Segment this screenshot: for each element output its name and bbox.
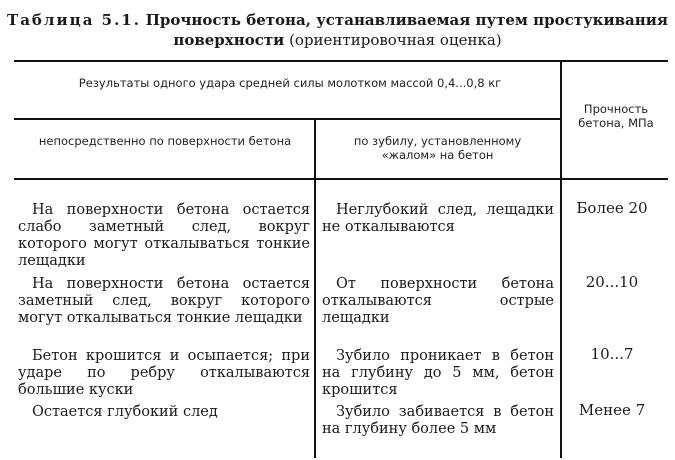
- row-2-surface: На поверхности бетона остается заметный след, вокруг которого могут откалываться тонкие лещадки: [18, 276, 310, 326]
- header-col-surface: непосредственно по поверхности бетона: [38, 134, 292, 148]
- row-2-strength: 20...10: [585, 273, 639, 291]
- row-3-strength: 10...7: [590, 345, 634, 363]
- row-2-chisel: От поверхности бетона откалываются острые лещадки: [322, 276, 554, 326]
- column-divider-2: [560, 60, 562, 458]
- top-rule: [14, 60, 668, 62]
- header-bottom-rule: [14, 178, 668, 180]
- column-divider-1: [314, 118, 316, 458]
- row-3-chisel: Зубило проникает в бетон на глубину до 5 мм, бетон крошится: [322, 348, 554, 398]
- header-group: Результаты одного удара средней силы молотком массой 0,4...0,8 кг: [78, 76, 502, 90]
- row-1-strength: Более 20: [576, 199, 648, 217]
- row-1-surface: На поверхности бетона остается слабо заметный след, вокруг которого могут откалываться тонкие лещадки: [18, 202, 310, 269]
- row-1-chisel: Неглубокий след, лещадки не откалываются: [322, 202, 554, 235]
- row-4-chisel: Зубило забивается в бетон на глубину более 5 мм: [322, 404, 554, 437]
- row-4-surface: Остается глубокий след: [32, 404, 218, 420]
- header-col-chisel: по зубилу, установленному «жалом» на бетон: [353, 134, 522, 162]
- table-title: [0, 10, 675, 50]
- row-3-surface: Бетон крошится и осыпается; при ударе по ребру откалываются большие куски: [18, 348, 310, 398]
- table-title-main: Прочность бетона, устанавливаемая путем простукивания поверхности: [145, 11, 668, 49]
- table-number: Таблица 5.1.: [7, 11, 141, 29]
- table-title-note: (ориентировочная оценка): [289, 31, 502, 49]
- row-4-strength: Менее 7: [578, 401, 646, 419]
- header-group-rule: [14, 118, 560, 120]
- header-col-strength: Прочность бетона, МПа: [578, 102, 654, 130]
